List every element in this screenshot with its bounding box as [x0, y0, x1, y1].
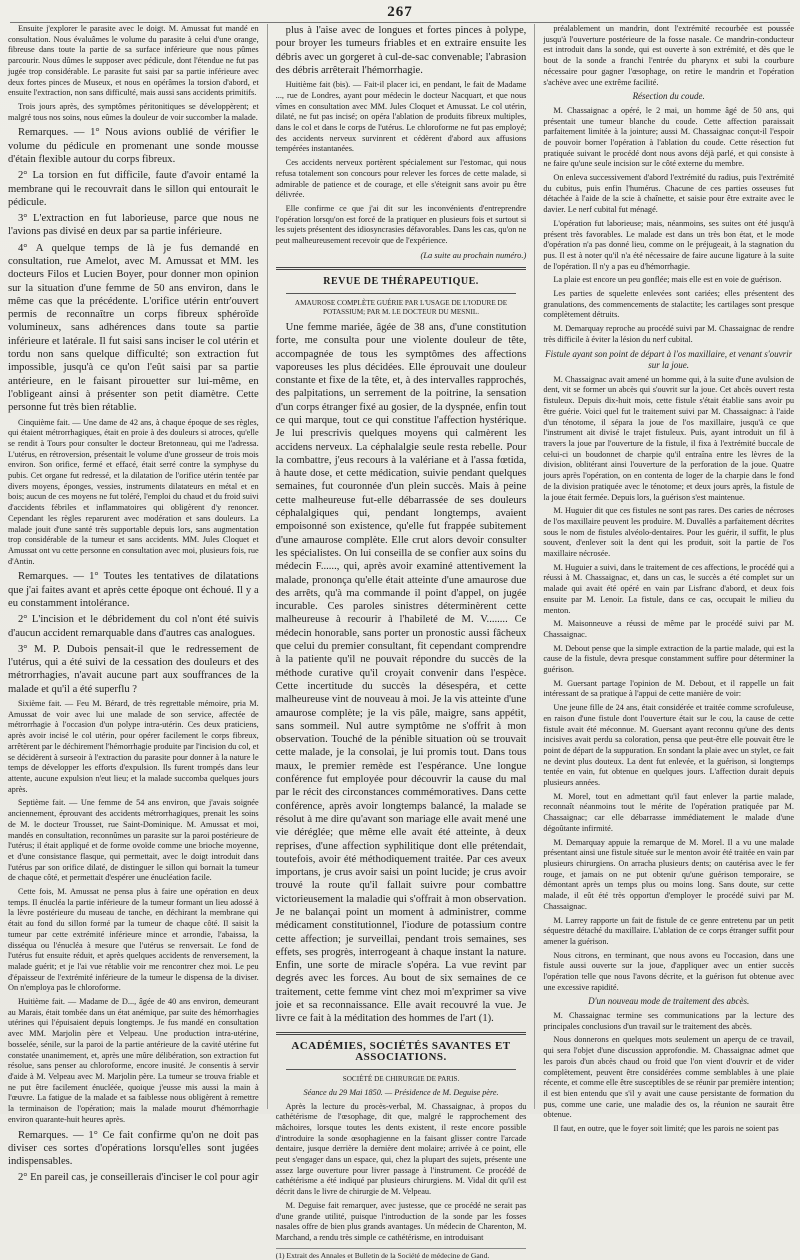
column-middle — [275, 24, 527, 1260]
academies-title: ACADÉMIES, SOCIÉTÉS SAVANTES ET ASSOCIATIONS. — [291, 1039, 511, 1064]
paragraph: Nous donnerons en quelques mots seulement un aperçu de ce travail, qui sera l'objet d'une discussion approfondie. M. Chassaignac admet que les parois d'un abcès chaud ou froid que l'on vient d'ouvrir et de vider complètement, peuvent être considérées comme semblables à une plaie récente, et comme elle être susceptibles de se réunir par première intention; il est bien entendu que s'il y avait une cause persistante de formation du pus, comme une carie, une maladie des os, la réunion ne saurait être obtenue. — [543, 1035, 795, 1120]
revue-subtitle: AMAUROSE COMPLÈTE GUÉRIE PAR L'USAGE DE L'IODURE DE POTASSIUM; PAR M. LE DOCTEUR DU MESNIL. — [294, 298, 508, 316]
paragraph: Ces accidents nerveux portèrent spécialement sur l'estomac, qui nous refusa totalement son concours pour relever les forces de cette malade, si admirable de patience et de courage, et elle s'éteignit sans avoir pu être délivrée. — [275, 158, 527, 200]
paragraph: 2° En pareil cas, je conseillerais d'inciser le col pour agir — [18, 1172, 259, 1184]
paragraph: L'opération fut laborieuse; mais, néanmoins, ses suites ont été jusqu'à présent très favorables. Le malade est dans un très bon état, et le mode d'opération n'a pas donné lieu, comme on le préjugeait, à la stagnation du pus. Il est à noter qu'il n'a été nécessaire de faire aucune ligature à la suite de l'opération. Il n'y a pas eu d'hémorrhagie. — [543, 218, 795, 271]
paragraph: Une jeune fille de 24 ans, était considérée et traitée comme scrofuleuse, en raison d'une fistule dont l'ouverture était sur le cou, la cause de cette fistule avait été méconnue. M. Guersant ayant reconnu qu'une des dents incisives avait perdu sa coloration, pensa que peut-être elle pouvait être le point de départ de la suppuration. En sondant la plaie avec un stylet, ce fait ne devint plus douteux. La dent fut enlevée, et la guérison, si longtemps tentée en vain, fut obtenue en quelques jours. L'affection durait depuis plusieurs années. — [543, 703, 795, 788]
paragraph: préalablement un mandrin, dont l'extrémité recourbée est poussée jusqu'à l'ouverture postérieure de la fosse nasale. Ce mandrin-conducteur est introduit dans la sonde, qui est ouverte à son extrémité, et dès que le bout de la sonde a franchi l'entrée du pharynx et subi la courbure nécessaire pour gagner l'œsophage, on retire le mandrin et l'opération s'achève avec une extrême facilité. — [543, 24, 795, 87]
section-divider — [276, 1032, 527, 1035]
fistule-heading: Fistule ayant son point de départ à l'os maxillaire, et venant s'ouvrir sur la joue. — [545, 348, 793, 371]
paragraph: M. Demarquay appuie la remarque de M. Morel. Il a vu une malade présentant ainsi une fistule située sur le menton avoir été traitée en vain par plusieurs chirurgiens. On arracha plusieurs dents; on cautérisa avec le fer rouge, et jamais on ne put obtenir qu'une guérison temporaire, se démontant après un temps plus ou moins long. Sans doute, sur cette malade, il eût été très opportun d'employer le procédé suivi par M. Chassaignac. — [543, 837, 795, 911]
paragraph: M. Deguise fait remarquer, avec justesse, que ce procédé ne serait pas d'une grande utilité, puisque l'introduction de la sonde par les fosses nasales offre de bien plus grands avantages. Un médecin de Charenton, M. Marchand, a rendu très simple ce cathétérisme, en introduisant — [275, 1200, 527, 1242]
header-rule — [10, 22, 790, 23]
paragraph: Cette fois, M. Amussat ne pensa plus à faire une opération en deux temps. Il énucléa la partie inférieure de la tumeur formant un lieu adossé à la lèvre postérieure du museau de tanche, en déchirant la membrane qui était au fond du sillon formé par la tumeur de chaque côté. Il saisit la tumeur par cette extrémité inférieure mince et arrondie, l'abaissa, la disséqua ou l'énucléa à mesure que l'utérus se renversait. Le fond de l'utérus fut ensuite réduit, et après quelques accidents de renversement, la malade guérit; et je l'ai vue rétablie voir me rencontrer chez moi. Le peu d'épaisseur de l'extrémité inférieure de la tumeur le dispensa de la diviser. On n'employa pas le chloroforme. — [8, 887, 259, 993]
paragraph: 3° L'extraction en fut laborieuse, parce que nous ne l'avions pas divisé en deux par sa partie inférieure. — [8, 213, 259, 238]
column-right — [543, 24, 795, 1134]
paragraph: 2° La torsion en fut difficile, faute d'avoir entamé la membrane qui le recouvrait dans le sillon qui entourait le pédicule. — [8, 170, 259, 208]
title-rule — [286, 1069, 517, 1070]
paragraph: Ensuite j'explorer le parasite avec le doigt. M. Amussat fut mandé en consultation. Nous évaluâmes le volume du parasite à celui d'une orange, fibreuse dans toute la partie de sa surface inférieure que nous pûmes parcourir. Nous dûmes le supposer avec pédicule, dont l'étendue ne fut pas jugée trop considérable. Le parasite fut saisi par sa partie inférieure avec deux fortes pinces de Museux, et nous en opérâmes la torsion d'abord, et ensuite l'extraction, non sans difficulté, mais aussi sans accidents primitifs. — [8, 24, 259, 98]
paragraph: 3° M. P. Dubois pensait-il que le redressement de l'utérus, qui a été suivi de la cessation des douleurs et des métrorrhagies, n'avait aucune part aux souffrances de la malade et qu'il a été superflu ? — [8, 643, 259, 695]
paragraph: Septième fait. — Une femme de 54 ans environ, que j'avais soignée anciennement, éprouvant des accidents métrorrhagiques, prenait les soins de M. le docteur Trousset, rue Saint-Dominique. M. Amussat et moi, mandés en consultation, reconnûmes un parasite sur la paroi postérieure de l'utérus; il était appliqué et de forme ovoïde comme une brioche moyenne, et d'une consistance flasque, qui permettait, avec le doigt introduit dans l'utérus par son orifice dilaté, de distinguer le sillon qui bornait la tumeur de chaque côté, et permettait d'espérer une énucléation facile. — [8, 798, 259, 883]
abces-body — [543, 1011, 794, 1135]
paragraph: plus à l'aise avec de longues et fortes pinces à polype, pour broyer les tumeurs friables et en extraire ensuite les débris avec un gorgeret à cul-de-sac convenable; l'abrasion des débris arrêterait l'hémorrhagie. — [275, 25, 527, 76]
paragraph: Il faut, en outre, que le foyer soit limité; que les parois ne soient pas — [553, 1124, 779, 1134]
section-divider — [276, 267, 527, 270]
paragraph: Remarques. — 1° Nous avions oublié de vérifier le volume du pédicule en promenant une sonde mousse d'étain flexible autour du corps fibreux. — [8, 127, 259, 165]
paragraph: 4° A quelque temps de là je fus demandé en consultation, rue Amelot, avec M. Amussat et MM. les docteurs Filos et Lucien Boyer, pour donner mon opinion sur la situation d'une femme de 50 ans environ, dans le même cas que la précédente. L'orifice utérin entr'ouvert permis de reconnaître un corps fibreux sphéroïde volumineux, sans adhérences dans toute sa partie inférieure et latérale. Il fut saisi sans inciser le col utérin et tordu non sans quelque difficulté; son extraction fut impossible, jusqu'à ce qu'on l'eût saisi par sa partie antérieure, en le faisant pirouetter sur lui-même, en l'obligeant ainsi à présenter son petit diamètre. Cette personne fut très bien rétablie. — [8, 242, 259, 414]
revue-title: REVUE DE THÉRAPEUTIQUE. — [323, 276, 479, 288]
resection-heading: Résection du coude. — [632, 91, 705, 102]
cathéterisme-text — [543, 24, 794, 88]
paragraph: Les parties de squelette enlevées sont cariées; elles présentent des granulations, des commencements de stalactite; les cartilages sont presque complètement détruits. — [543, 289, 795, 320]
paragraph: M. Chassaignac termine ses communications par la lecture des principales conclusions d'un travail sur le traitement des abcès. — [543, 1011, 795, 1031]
column-divider — [534, 24, 535, 1109]
paragraph: M. Guersant partage l'opinion de M. Debout, et il rappelle un fait intéressant de sa pratique à l'appui de cette manière de voir: — [543, 678, 795, 699]
paragraph: Huitième fait (bis). — Fait-il placer ici, en pendant, le fait de Madame ..., rue de Londres, ayant pour médecin le docteur Nacquart, et que nous vîmes en consultation avec MM. Jules Cloquet et Amussat. Le col utérin, dilaté, ne fut pas incisé; on opéra l'ablation de produits fibreux multiples, dans le col et dans le corps de l'utérus. Le chloroforme ne fut pas employé; des accidents nerveux survinrent et cédèrent d'abord aux affusions tempérées instantanées. — [275, 80, 527, 154]
paragraph: 2° L'incision et le débridement du col n'ont été suivis d'aucun accident remarquable dans d'autres cas analogues. — [8, 614, 259, 639]
fistule-body — [543, 375, 794, 994]
paragraph: M. Chassaignac avait amené un homme qui, à la suite d'une avulsion de dent, vit se former un abcès qui s'ouvrit sur la joue. Cet abcès ouvert resta fistuleux. Depuis dix-huit mois, cette fistule s'était établie sans avoir pu être guérie. Voici quel fut le traitement suivi par M. Chassaignac: à l'aide d'un ténotome, il sépara la joue de l'os maxillaire, jusqu'à ce que l'instrument ait divisé le trajet fistuleux. Puis, ayant introduit un fil à travers la joue par l'ouverture de la fistule, il fixa à l'extrémité buccale de celui-ci un boudonnet de charpie qu'il entraîna entre les lèvres de la division, oblitérant ainsi l'ouverture de la perforation de la joue. Quatre jours après l'opération, on en contenta de loger de la charpie dans le fond de la division pratiquée avec le ténotome; et deux jours après, la fistule de la joue était fermée. Depuis lors, la guérison s'est maintenue. — [543, 374, 795, 502]
abces-heading: D'un nouveau mode de traitement des abcès. — [588, 996, 750, 1007]
paragraph: Remarques. — 1° Ce fait confirme qu'on ne doit pas diviser ces sortes d'opérations lorsqu'elles sont jugées indispensables. — [8, 1129, 259, 1168]
paragraph: M. Huguier dit que ces fistules ne sont pas rares. Des caries de nécroses de l'os maxillaire peuvent les produire. M. Duvallès a parfaitement décrites sous le nom de fistules alvéolo-dentaires. Pour les guérir, il suffit, le plus souvent, d'enlever soit la dent qui les produit, soit la partie de l'os maxillaire nécrosée. — [543, 506, 795, 559]
paragraph: M. Huguier a suivi, dans le traitement de ces affections, le procédé qui a réussi à M. Chassaignac, et, dans un cas, le succès a été complet sur un malade qui avait été opéré en vain par Lisfranc d'abord, et deux fois ensuite par M. Lenoir. La fistule, dans ce cas, occupait le milieu du menton. — [543, 562, 795, 615]
column-left — [6, 24, 259, 1184]
paragraph: Sixième fait. — Feu M. Bérard, de très regrettable mémoire, pria M. Amussat de voir avec lui une malade de son service, affectée de métrorrhagie à l'occasion d'un polype intra-utérin. Ces deux praticiens, après avoir incisé le col utérin, pour opérer facilement le corps fibreux, arrêtèrent par le déchirement l'hémorrhagie produite par l'incision du col, et se décidèrent à surseoir à l'extraction du parasite pour donner à la nature le temps de développer les efforts d'expulsion. Ils furent trompés dans leur attente, aucune expulsion n'eut lieu; et la malade succomba quelques jours après. — [8, 699, 259, 794]
paragraph: M. Larrey rapporte un fait de fistule de ce genre entretenu par un petit séquestre détaché du maxillaire. L'ablation de ce corps étranger suffit pour amener la guérison. — [543, 915, 795, 946]
paragraph: Cinquième fait. — Une dame de 42 ans, à chaque époque de ses règles, qui étaient métrorrhagiques, était en proie à des douleurs si atroces, qu'elle se rendit à Tours pour consulter le docteur Bretonneau, qui me l'adressa. L'utérus, en rétroversion, présentait le volume d'une grosseur de trois mois environ. Son orifice, fermé et effacé, était serré contre la symphyse du pubis. Cet organe fut redressé, et la dilatation de l'orifice utérin tentée par divers moyens, éponges, vessies, instruments dilatateurs en métal et en bois; aucun de ces moyens ne fut toléré, l'emploi du chaud et du froid suivi d'accidents fébriles et inflammatoires qui obligèrent d'y renoncer. Cependant les règles reparurent avec modération et sans douleurs. La malade jouit d'une santé très supportable depuis lors, sans augmentation trop considérable de la tumeur et sans accidents. MM. Jules Cloquet et Amussat ont vu cette personne en consultation avec moi, plusieurs fois, rue d'Antin. — [8, 417, 259, 566]
paragraph: M. Chassaignac a opéré, le 2 mai, un homme âgé de 50 ans, qui présentait une tumeur blanche du coude. Cette affection paraissait parfaitement limitée à la jointure; aussi M. Chassaignac conçut-il l'espoir de pouvoir borner l'opération à l'ablation du coude. Cette résection fut pratiquée suivant le procédé dont nous avons déjà parlé, et qui consiste à ne faire qu'une seule incision sur le côté externe du membre. — [543, 105, 795, 169]
title-rule — [286, 293, 517, 294]
revue-body — [276, 321, 527, 1026]
paragraph: Remarques. — 1° Toutes les tentatives de dilatations que j'ai faites avant et après cette époque ont échoué. Il y a eu constamment intolérance. — [8, 571, 259, 609]
paragraph: Huitième fait. — Madame de D..., âgée de 40 ans environ, demeurant au Marais, était tombée dans un état anémique, par suite des hémorrhagies utérines qui l'épuisaient depuis longtemps. Je fus mandé en consultation avec MM. Marjolin père et Velpeau. Une production intra-utérine, bosselée, sénile, sur la paroi de la partie antérieure de la cavité utérine fut constatée unanimement, et, après une mûre délibération, son extraction fut résolue, sans penser au chloroforme, encore inusité. Je consentis à servir d'aide à M. Velpeau avec M. Marjolin père. La tumeur se trouva friable et ne put être facilement énucléée, quoique j'eusse mis aussi la main à l'œuvre. La fatigue de la malade et sa faiblesse nous obligèrent à remettre la terminaison de l'opération; mais la malade mourut d'hémorrhagie environ quarante-huit heures après. — [8, 997, 259, 1124]
paragraph: M. Maisonneuve a réussi de même par le procédé suivi par M. Chassaignac. — [543, 619, 795, 639]
paragraph: M. Demarquay reproche au procédé suivi par M. Chassaignac de rendre très difficile à éviter la lésion du nerf cubital. — [543, 324, 795, 344]
page-number: 267 — [387, 4, 413, 20]
continuation-note: (La suite au prochain numéro.) — [420, 249, 527, 260]
academies-body — [276, 1102, 527, 1244]
paragraph: M. Debout pense que la simple extraction de la partie malade, qui est la cause de la fistule, devra presque constamment suffire pour déterminer la guérison. — [543, 643, 795, 675]
column-divider — [267, 24, 268, 1109]
paragraph: La plaie est encore un peu gonflée; mais elle est en voie de guérison. — [553, 275, 782, 285]
paragraph: M. Morel, tout en admettant qu'il faut enlever la partie malade, reconnaît néanmoins tout le mérite de l'opération pratiquée par M. Chassaignac; car elle débarrasse immédiatement le malade d'une dégoûtante infirmité. — [543, 791, 795, 833]
paragraph: Trois jours après, des symptômes péritonitiques se développèrent; et malgré tous nos soins, nous eûmes la douleur de voir succomber la malade. — [8, 101, 259, 122]
paragraph: On enleva successivement d'abord l'extrémité du radius, puis l'extrémité du cubitus, puis enfin l'humérus. Chacune de ces parties osseuses fut détachée à l'aide de la scie à chaînette, et saisie pour être extraite avec le davier. Le nerf cubital fut ménagé. — [543, 173, 795, 215]
columns-container — [6, 24, 795, 1260]
paragraph: Elle confirme ce que j'ai dit sur les inconvénients d'entreprendre l'opération lorsqu'on est forcé de la pratiquer en plusieurs fois et surtout si les sujets présentent des idiosyncrasies défavorables. Dans les cas, qu'on ne peut malheureusement recevoir que de l'expérience. — [275, 203, 527, 246]
paragraph: Après la lecture du procès-verbal, M. Chassaignac, à propos du cathétérisme de l'œsophage, dit que, malgré le rapprochement des mâchoires, lorsque toutes les dents existent, il reste encore possible d'introduire la sonde œsophagienne en la faisant glisser contre l'arcade dentaire, jusque derrière la dernière dent molaire; arrivée à ce point, elle peut s'engager dans un espace, qui, chez la plupart des sujets, présente une assez large ouverture pour livrer passage à l'instrument. Ce procédé de cathétérisme a été indiqué par plusieurs chirurgiens. M. Vidal dit qu'il est décrit dans le livre de chirurgie de M. Velpeau. — [275, 1101, 527, 1197]
article-continuation — [276, 24, 527, 247]
society-name: SOCIÉTÉ DE CHIRURGIE DE PARIS. — [342, 1074, 460, 1083]
paragraph: Nous citrons, en terminant, que nous avons eu l'occasion, dans une fistule aussi ouverte sur la joue, d'appliquer avec un entier succès l'opération telle que nous l'avons décrite, et la guérison fut obtenue avec une excessive rapidité. — [543, 950, 795, 992]
session-line: Séance du 29 Mai 1850. — Présidence de M. Deguise père. — [303, 1087, 499, 1097]
resection-body — [543, 106, 794, 346]
footnote: (1) Extrait des Annales et Bulletin de la Société de médecine de Gand. — [276, 1248, 527, 1260]
paragraph: Une femme mariée, âgée de 38 ans, d'une constitution forte, me consulta pour une violente douleur de tête, accompagnée de tous les symptômes des affections vaporeuses les plus décidées. Elle éprouvait une douleur constante et fixe de la tête, et, à des intervalles rapprochés, des palpitations, un serrement de la poitrine, la sensation d'un corps étranger fixé au gosier, de la dyspnée, enfin tout ce qui marque, tout ce qui constitue l'affection hystérique. Je lui prescrivis quelques moyens qui calmèrent les accidens nerveux. La céphalalgie seule resta rebelle. Pour la combattre, j'eus recours à la valériane et à l'assa fœtida, à haute dose, et cette médication, suivie pendant quelques semaines, fut couronnée d'un plein succès. Mais à peine cette malheureuse fut-elle débarrassée de ses douleurs céphalalgiques qui, pendant longtemps, avaient empoisonné son existence, qu'elle fut frappée subitement d'une amaurose complète. Elle crut alors devoir consulter les spécialistes. On lui conseilla de se confier aux soins du médecin F......, qui, après avoir examiné attentivement la malade, prononça qu'elle était atteinte d'une amaurose due des arrêts, qu'à ma commande il point d'appel, on jugée incurable. Ces paroles sinistres déterminèrent cette malheureuse à recourir à l'habileté de M. V........ Ce médecin honorable, sans porter un pronostic aussi fâcheux que celui du premier consultant, fit cependant comprendre à la patiente qu'il ne pouvait répondre du succès de la méthode curative qu'il croyait convenir dans l'espèce. Cette incertitude du succès la désespéra, et cette malheureuse vint de nouveau à moi. Je la vis atteinte d'une amaurose complète; je la vis pâle, maigre, sans appétit, sans sommeil. Nul autre symptôme ne s'offrit à mon observation. Touché de la pénible situation où se trouvait cette malade, je la consolai, je lui promis tout. Dans tous maux, le premier remède est l'espérance. Une longue conférence fut employée pour découvrir la cause du mal par le récit des circonstances commémoratives. Dans cette conférence, après avoir longtemps balancé, la malade se résolut à me dire qu'avant son mariage elle avait mené une vie déréglée; que même elle avait été atteinte, à deux reprises, d'une affection syphilitique dont elle prétendait, toutefois, avoir été méthodiquement traitée. Par ces aveux importans, je crus avoir saisi un point lucide; je crus avoir trouvé la route qu'il fallait suivre pour combattre victorieusement la maladie qui s'offrait à mon observation. Je ne balançai point un moment à administrer, comme médicament constitutionnel, l'iodure de potassium contre cette affection; je surveillai, pendant trois semaines, ses effets, ses progrès, interrogeant à chaque instant la nature. Enfin, une sorte de miracle s'opéra. La vue revint par degrés avec les forces. Au bout de six semaines de ce traitement, cette femme vint chez moi m'exprimer sa vive joie et sa reconnaissance. Elle avait recouvré la vue. Je livre ce fait à la méditation des hommes de l'art (1). — [275, 321, 527, 1025]
